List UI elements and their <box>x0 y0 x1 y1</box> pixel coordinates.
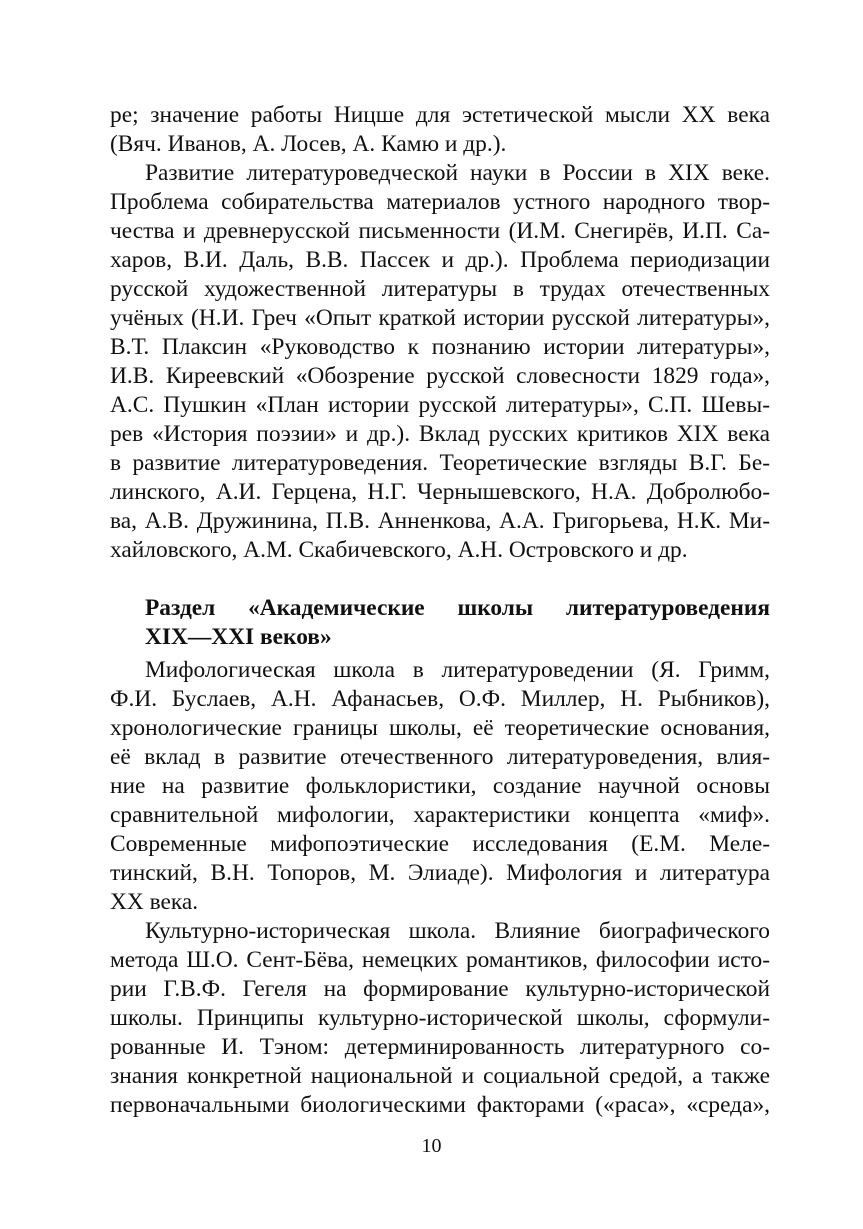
text-line: её вклад в развитие отечественного литературоведения, влия- <box>110 744 770 770</box>
paragraph-cultural-historical-school <box>110 917 770 1120</box>
text-line: В.Т. Плаксин «Руководство к познанию истории литературы», <box>110 334 770 360</box>
paragraph-mythological-school <box>110 656 770 917</box>
text-line: Культурно-историческая школа. Влияние биографического <box>145 918 770 944</box>
text-line: харов, В.И. Даль, В.В. Пассек и др.). Проблема периодизации <box>110 247 770 273</box>
text-line: школы. Принципы культурно-исторической школы, сформули- <box>110 1005 770 1031</box>
text-line: (Вяч. Иванов, А. Лосев, А. Камю и др.). <box>110 131 507 157</box>
text-line: чества и древнерусской письменности (И.М. Снегирёв, И.П. Са- <box>110 218 770 244</box>
text-line: Мифологическая школа в литературоведении (Я. Гримм, <box>145 657 770 683</box>
text-line: И.В. Киреевский «Обозрение русской словесности 1829 года», <box>110 363 770 389</box>
text-line: Современные мифопоэтические исследования (Е.М. Меле- <box>110 831 770 857</box>
text-line: знания конкретной национальной и социальной средой, а также <box>110 1063 770 1089</box>
page-number: 10 <box>421 1135 442 1157</box>
text-line: ние на развитие фольклористики, создание научной основы <box>110 773 770 799</box>
heading-line: Раздел «Академические школы литературоведения <box>145 595 770 621</box>
text-line: в развитие литературоведения. Теоретические взгляды В.Г. Бе- <box>110 450 770 476</box>
section-heading <box>110 594 770 652</box>
text-line: ре; значение работы Ницше для эстетической мысли XX века <box>110 102 770 128</box>
paragraph-continuation <box>110 101 770 159</box>
text-line: XX века. <box>110 889 199 915</box>
text-line: рии Г.В.Ф. Гегеля на формирование культурно-исторической <box>110 976 770 1002</box>
text-line: рев «История поэзии» и др.). Вклад русских критиков XIX века <box>110 421 770 447</box>
paragraph-russian-literary-studies <box>110 159 770 565</box>
text-line: учёных (Н.И. Греч «Опыт краткой истории русской литературы», <box>110 305 770 331</box>
text-line: метода Ш.О. Сент-Бёва, немецких романтиков, философии исто- <box>110 947 770 973</box>
text-line: первоначальными биологическими факторами («раса», «среда», <box>110 1092 770 1118</box>
text-line: Проблема собирательства материалов устного народного твор- <box>110 189 770 215</box>
text-line: Ф.И. Буслаев, А.Н. Афанасьев, О.Ф. Миллер, Н. Рыбников), <box>110 686 770 712</box>
text-line: линского, А.И. Герцена, Н.Г. Чернышевского, Н.А. Добролюбо- <box>110 479 770 505</box>
text-line: Развитие литературоведческой науки в России в XIX веке. <box>145 160 770 186</box>
text-line: сравнительной мифологии, характеристики концепта «миф». <box>110 802 770 828</box>
text-line: рованные И. Тэном: детерминированность литературного со- <box>110 1034 770 1060</box>
text-line: русской художественной литературы в трудах отечественных <box>110 276 770 302</box>
heading-line: XIX—XXI веков» <box>145 624 332 650</box>
text-line: хайловского, А.М. Скабичевского, А.Н. Островского и др. <box>110 537 688 563</box>
text-line: хронологические границы школы, её теоретические основания, <box>110 715 770 741</box>
text-line: А.С. Пушкин «План истории русской литературы», С.П. Шевы- <box>110 392 770 418</box>
text-line: ва, А.В. Дружинина, П.В. Анненкова, А.А. Григорьева, Н.К. Ми- <box>110 508 770 534</box>
text-line: тинский, В.Н. Топоров, М. Элиаде). Мифология и литература <box>110 860 770 886</box>
section-spacer <box>110 565 770 594</box>
text-block <box>110 101 770 1120</box>
